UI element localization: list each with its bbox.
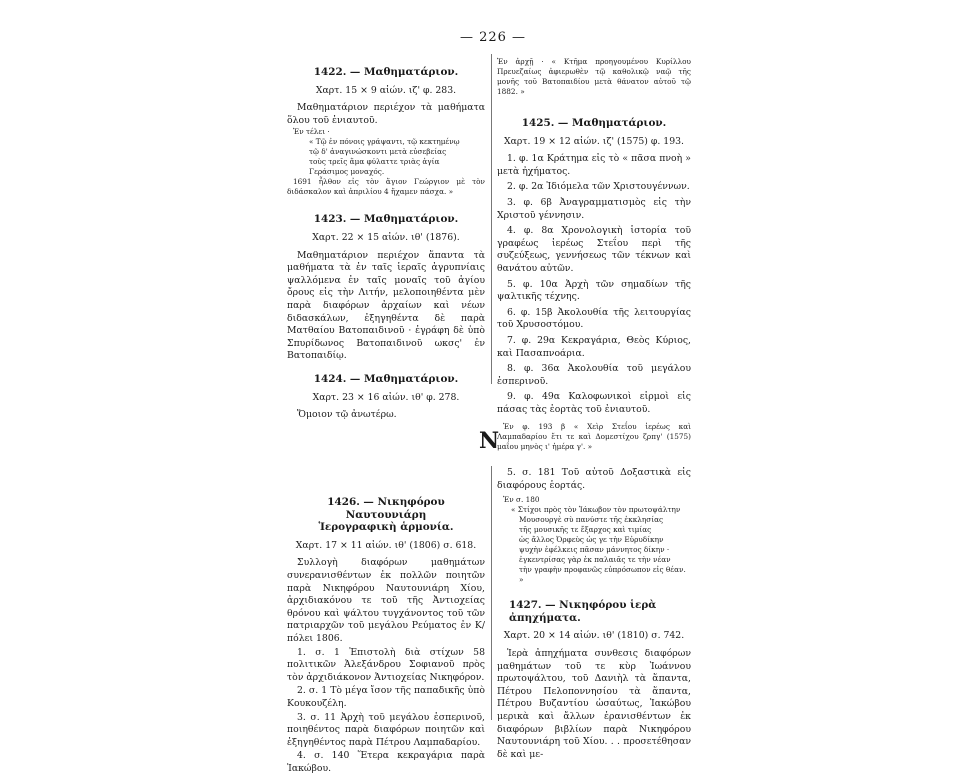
- entry-1424-intro-note: Ἐν ἀρχῇ · « Κτῆμα προηγουμένου Κυρίλλου Πρευεζαίως ἀφιερωθὲν τῷ καθολικῷ ναῷ τῆς μονῆς τοῦ Βατοπαιδίου μετὰ θάνατον αὐτοῦ τῷ 1882. »: [497, 57, 691, 96]
- column-top-left: [287, 62, 485, 422]
- entry-1425-heading: 1425. — Μαθηματάριον.: [521, 117, 667, 129]
- entry-1422-verse-2: τῷ δ' ἀναγινώσκοντι μετὰ εὐσεβείας: [309, 147, 447, 157]
- entry-1426-item-2: 2. σ. 1 Τὸ μέγα ἴσον τῆς παπαδικῆς ὑπὸ Κουκουζέλη.: [287, 685, 485, 709]
- entry-1427-meta: Χαρτ. 20 × 14 αἰών. ιθ' (1810) σ. 742.: [503, 630, 685, 642]
- entry-1425-item-7: 7. φ. 29α Κεκραγάρια, Θεὸς Κύριος, καὶ Πασαπνοάρια.: [497, 334, 691, 359]
- entry-1422-en-telei: Ἐν τέλει ·: [293, 127, 330, 137]
- column-top-right: [497, 57, 691, 452]
- entry-1425-item-4: 4. φ. 8α Χρονολογικὴ ἱστορία τοῦ γραφέως ἱερέως Στεΐου περὶ τῆς συζεύξεως, γεννήσεως τῶν τέκνων καὶ θανάτου αὐτῶν.: [497, 225, 691, 274]
- entry-1426-verse-6: ἐγκεντρίσας γὰρ ἐκ παλαιᾶς τε τὴν νέαν: [519, 555, 671, 565]
- page-number: — 226 —: [459, 30, 527, 45]
- entry-1425-item-3: 3. φ. 6β Ἀναγραμματισμὸς εἰς τὴν Χριστοῦ γέννησιν.: [497, 196, 691, 221]
- entry-1424-description: Ὅμοιον τῷ ἀνωτέρω.: [297, 409, 397, 421]
- entry-1426-item-5: 5. σ. 181 Τοῦ αὐτοῦ Δοξαστικὰ εἰς διαφόρους ἑορτάς.: [497, 467, 691, 491]
- entry-1425-meta: Χαρτ. 19 × 12 αἰών. ιζ' (1575) φ. 193.: [504, 135, 684, 147]
- entry-1423-heading: 1423. — Μαθηματάριον.: [313, 213, 459, 226]
- entry-1426-verse-5: ψυχὴν ἐφέλκεις πᾶσαν μάννητος δίκην ·: [519, 545, 670, 555]
- section-letter: N: [479, 428, 500, 454]
- entry-1426-item-1: 1. σ. 1 Ἐπιστολὴ διὰ στίχων 58 πολιτικῶν Ἀλεξάνδρου Σοφιανοῦ πρὸς τὸν ἀρχιδιάκονον Ἀντιοχείας Νικηφόρον.: [287, 646, 485, 683]
- entry-1426-verse-2: Μουσουργὲ σὺ πανύστε τῆς ἐκκλησίας: [519, 515, 664, 525]
- entry-1422-heading: 1422. — Μαθηματάριον.: [313, 66, 459, 78]
- entry-1422-description: Μαθηματάριον περιέχον τὰ μαθήματα ὅλου τοῦ ἐνιαυτοῦ.: [287, 102, 485, 126]
- entry-1425-item-9: 9. φ. 49α Καλοφωνικοὶ εἱρμοὶ εἰς πάσας τὰς ἑορτὰς τοῦ ἐνιαυτοῦ.: [497, 391, 691, 415]
- column-bottom-right: [497, 467, 691, 761]
- entry-1425-item-6: 6. φ. 15β Ἀκολουθία τῆς λειτουργίας τοῦ Χρυσοστόμου.: [497, 306, 691, 331]
- entry-1422-meta: Χαρτ. 15 × 9 αἰών. ιζ' φ. 283.: [315, 84, 457, 96]
- column-bottom-left: [287, 492, 485, 775]
- entry-1425-item-1: 1. φ. 1α Κράτημα εἰς τὸ « πᾶσα πνοὴ » μετὰ ἠχήματος.: [497, 153, 691, 177]
- entry-1426-heading-line-2: Ἱερογραφικὴ ἁρμονία.: [318, 521, 454, 534]
- entry-1422-note: 1691 ἦλθον εἰς τὸν ἅγιον Γεώργιον μὲ τὸν διδάσκαλον καὶ ἀπριλίου 4 ἤχαμεν πάσχα. »: [287, 177, 485, 197]
- entry-1426-meta: Χαρτ. 17 × 11 αἰών. ιθ' (1806) σ. 618.: [295, 539, 477, 551]
- entry-1425-item-2: 2. φ. 2α Ἰδιόμελα τῶν Χριστουγέννων.: [507, 181, 690, 193]
- entry-1422-verse-1: « Τῷ ἐν πόνοις γράψαντι, τῷ κεκτημένῳ: [309, 137, 460, 147]
- entry-1425-note: Ἐν φ. 193 β « Χεὶρ Στεΐου ἱερέως καὶ Λαμπαδαρίου ἔτι τε καὶ Δομεστίχου ζρπγ' (1575) μαΐου μηνὸς ι' ἡμέρα γ'. »: [497, 422, 691, 452]
- entry-1423-meta: Χαρτ. 22 × 15 αἰών. ιθ' (1876).: [312, 231, 460, 243]
- entry-1427-heading: 1427. — Νικηφόρου ἱερὰ ἀπηχήματα.: [509, 599, 657, 624]
- entry-1426-item-3: 3. σ. 11 Ἀρχὴ τοῦ μεγάλου ἑσπερινοῦ, ποιηθέντος παρὰ διαφόρων ποιητῶν καὶ ἐξηγηθέντος παρὰ Πέτρου Λαμπαδαρίου.: [287, 711, 485, 748]
- entry-1423-description: Μαθηματάριον περιέχον ἅπαντα τὰ μαθήματα τὰ ἐν ταῖς ἱεραῖς ἀγρυπνίαις ψαλλόμενα ἐν ταῖς μοναῖς τοῦ ἁγίου ὄρους εἰς τὴν Λιτήν, μελοποιηθέντα μὲν παρὰ διαφόρων ἀρχαίων καὶ νέων διδασκάλων, ἐξηγηθέντα δὲ παρὰ Ματθαίου Βατοπαιδινοῦ · ἐγράφη δὲ ὑπὸ Σπυρίδωνος Βατοπαιδινοῦ ωκσς' ἐν Βατοπαιδίῳ.: [287, 249, 485, 362]
- entry-1426-en-180: Ἐν σ. 180: [503, 495, 540, 505]
- entry-1426-verse-1: « Στίχοι πρὸς τὸν Ἰάκωβον τὸν πρωτοψάλτην: [511, 505, 681, 515]
- entry-1426-description: Συλλογὴ διαφόρων μαθημάτων συνερανισθέντων ἐκ πολλῶν ποιητῶν παρὰ Νικηφόρου Ναυτουνιάρη Χίου, ἀρχιδιακόνου τε τοῦ τῆς Ἀντιοχείας θρόνου καὶ ψάλτου τυγχάνοντος τοῦ τῶν πατριαρχῶν τοῦ μεγάλου Ρεύματος ἐν Κ/πόλει 1806.: [287, 557, 485, 644]
- entry-1422-verse-4: Γεράσιμος μοναχός.: [309, 167, 385, 177]
- entry-1426-verse-4: ὡς ἄλλος Ὀρφεὺς ὡς γε τὴν Εὐρυδίκην: [519, 535, 664, 545]
- entry-1425-item-8: 8. φ. 36α Ἀκολουθία τοῦ μεγάλου ἑσπερινοῦ.: [497, 363, 691, 387]
- entry-1426-heading-line-1: 1426. — Νικηφόρου Ναυτουνιάρη: [327, 496, 445, 521]
- column-divider-bottom: [491, 466, 492, 720]
- entry-1426-verse-3: τῆς μουσικῆς τε ἔξαρχος καὶ τιμίας: [519, 525, 652, 535]
- entry-1426-item-4: 4. σ. 140 Ἕτερα κεκραγάρια παρὰ Ἰακώβου.: [287, 750, 485, 774]
- entry-1422-verse-3: τοὺς τρεῖς ἅμα φύλαττε τριὰς ἁγία: [309, 157, 440, 167]
- entry-1424-meta: Χαρτ. 23 × 16 αἰών. ιθ' φ. 278.: [312, 391, 460, 403]
- entry-1424-heading: 1424. — Μαθηματάριον.: [313, 372, 459, 385]
- entry-1425-item-5: 5. φ. 10α Ἀρχὴ τῶν σημαδίων τῆς ψαλτικῆς τέχνης.: [497, 278, 691, 303]
- entry-1427-description: Ἱερὰ ἀπηχήματα συνθεσις διαφόρων μαθημάτων τοῦ τε κὺρ Ἰωάννου πρωτοψάλτου, τοῦ Δανιὴλ τὰ ἅπαντα, Πέτρου Πελοποννησίου τὰ ἅπαντα, Πέτρου Βυζαντίου ὡσαύτως, Ἰακώβου μερικὰ καὶ ἄλλων ἐρανισθέντων ἐκ διαφόρων βιβλίων παρὰ Νικηφόρου Ναυτουνιάρη τοῦ Χίου. . . προσετέθησαν δὲ καὶ με-: [497, 647, 691, 760]
- column-divider-top: [491, 54, 492, 384]
- entry-1426-verse-7: τὴν γραφὴν προφανῶς εὐπρόσωπον εἰς θέαν. »: [519, 565, 686, 585]
